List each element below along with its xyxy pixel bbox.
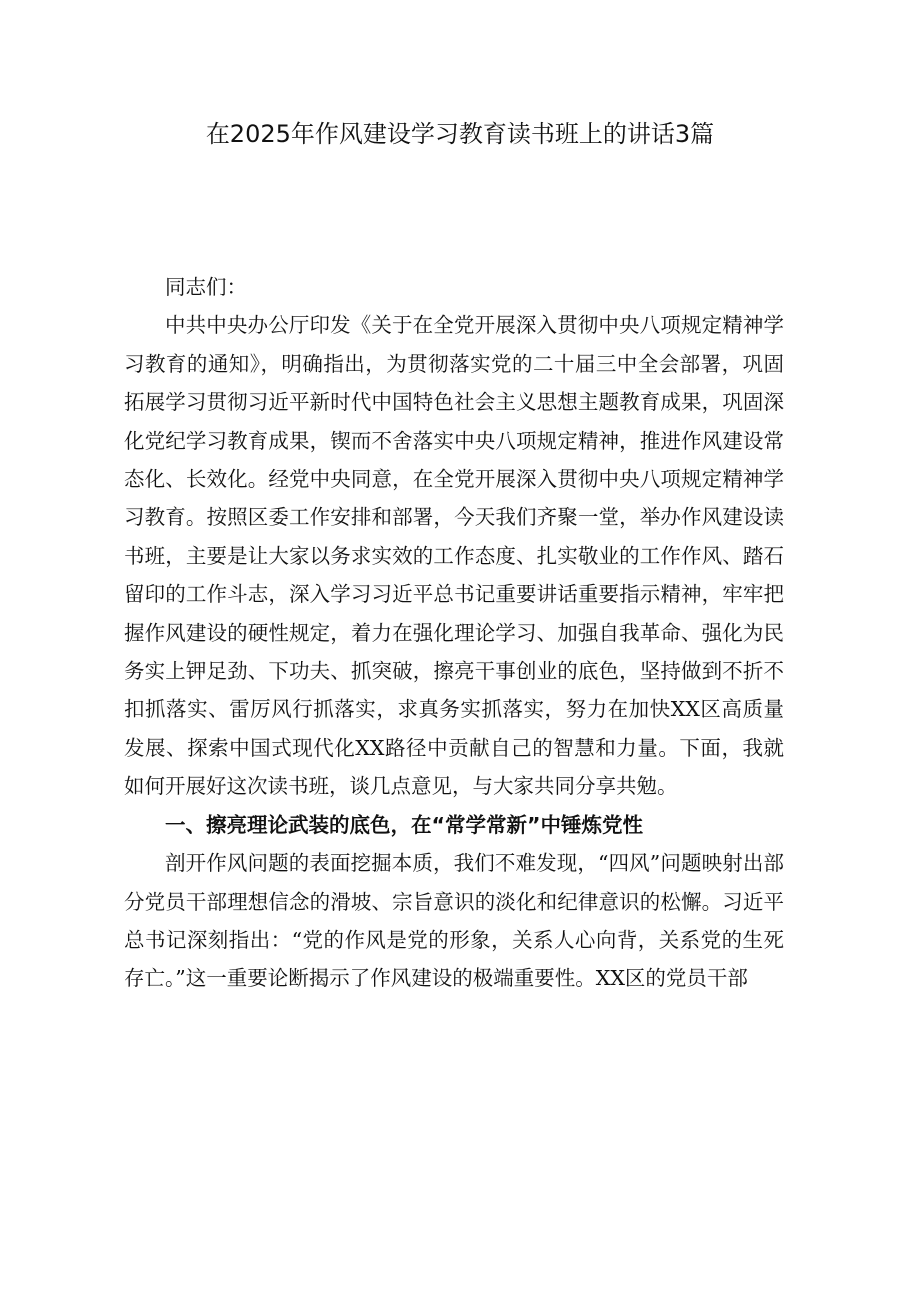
paragraph-section-1: 剖开作风问题的表面挖掘本质，我们不难发现，“四风”问题映射出部分党员干部理想信念的滑坡、宗旨意识的淡化和纪律意识的松懈。习近平总书记深刻指出：“党的作风是党的形象，关系人心向背，关系党的生死存亡。”这一重要论断揭示了作风建设的极端重要性。XX区的党员干部: [124, 851, 784, 991]
document-title: 在2025年作风建设学习教育读书班上的讲话3篇: [205, 120, 715, 148]
section-heading-1: 一、擦亮理论武装的底色，在“常学常新”中锤炼党性: [165, 812, 643, 837]
salutation: 同志们：: [165, 275, 247, 299]
paragraph-intro: 中共中央办公厅印发《关于在全党开展深入贯彻中央八项规定精神学习教育的通知》，明确指出，为贯彻落实党的二十届三中全会部署，巩固拓展学习贯彻习近平新时代中国特色社会主义思想主题教育成果，巩固深化党纪学习教育成果，锲而不舍落实中央八项规定精神，推进作风建设常态化、长效化。经党中央同意，在全党开展深入贯彻中央八项规定精神学习教育。按照区委工作安排和部署，今天我们齐聚一堂，举办作风建设读书班，主要是让大家以务求实效的工作态度、扎实敬业的工作作风、踏石留印的工作斗志，深入学习习近平总书记重要讲话重要指示精神，牢牢把握作风建设的硬性规定，着力在强化理论学习、加强自我革命、强化为民务实上钾足劲、下功夫、抓突破，擦亮干事创业的底色，坚持做到不折不扣抓落实、雷厉风行抓落实，求真务实抓落实，努力在加快XX区高质量发展、探索中国式现代化XX路径中贡献自己的智慧和力量。下面，我就如何开展好这次读书班，谈几点意见，与大家共同分享共勉。: [124, 313, 784, 799]
document-body: [124, 268, 784, 998]
